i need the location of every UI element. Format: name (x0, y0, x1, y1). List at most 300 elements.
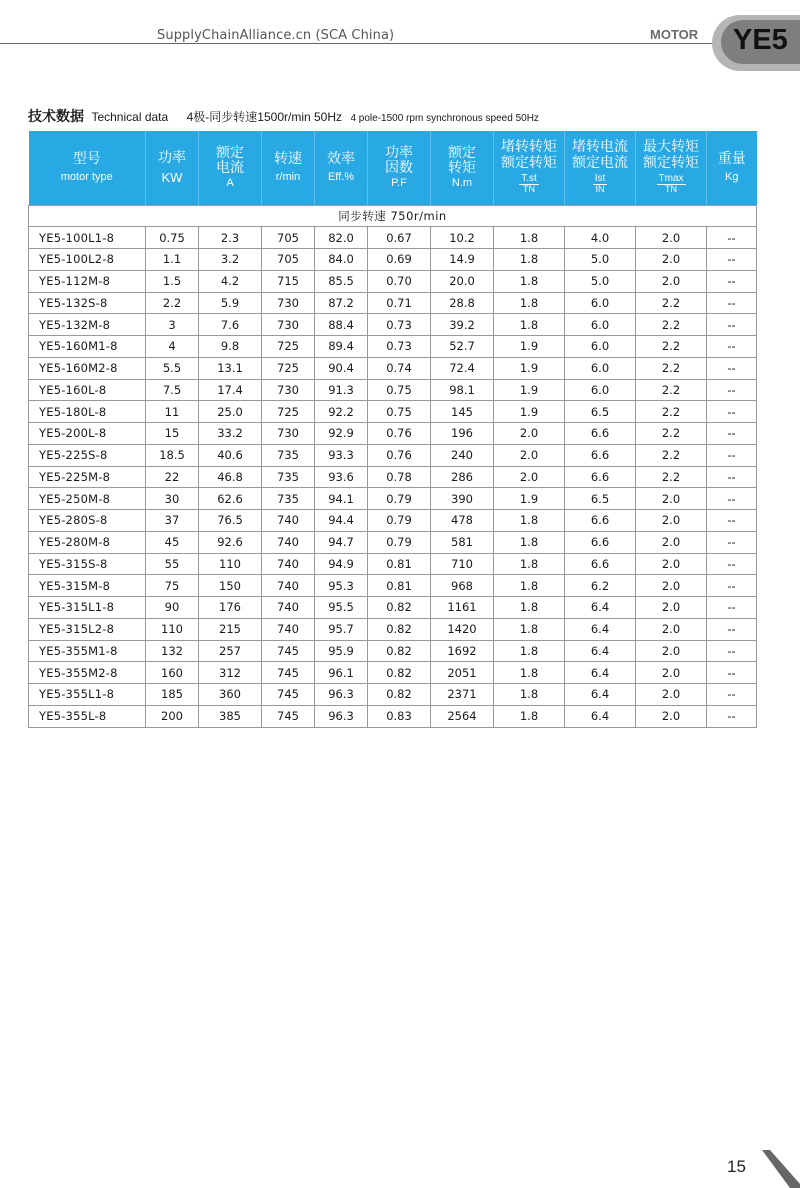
cell-power-factor: 0.71 (368, 292, 431, 314)
cell-speed: 740 (262, 531, 315, 553)
cell-locked-current: 6.5 (565, 488, 636, 510)
header-rated-current-cn: 额定电流 (216, 145, 244, 176)
header-efficiency-cn: 效率 (327, 151, 355, 168)
cell-power-factor: 0.82 (368, 618, 431, 640)
cell-torque: 52.7 (431, 336, 494, 358)
cell-model: YE5-355M2-8 (29, 662, 146, 684)
table-row (29, 640, 757, 662)
header-weight-cn: 重量 (717, 151, 746, 168)
cell-model: YE5-315M-8 (29, 575, 146, 597)
cell-locked-current: 6.4 (565, 640, 636, 662)
header-efficiency (315, 131, 368, 205)
cell-current: 5.9 (199, 292, 262, 314)
header-locked-current-fraction (593, 173, 608, 195)
cell-max-torque: 2.2 (636, 423, 707, 445)
cell-power: 1.1 (146, 249, 199, 271)
cell-torque: 240 (431, 444, 494, 466)
cell-efficiency: 85.5 (315, 270, 368, 292)
cell-efficiency: 96.3 (315, 705, 368, 727)
sync-speed-row (29, 205, 757, 227)
cell-torque: 28.8 (431, 292, 494, 314)
cell-current: 40.6 (199, 444, 262, 466)
cell-current: 46.8 (199, 466, 262, 488)
cell-power: 45 (146, 531, 199, 553)
cell-speed: 725 (262, 357, 315, 379)
header-speed-unit: r/min (275, 170, 301, 183)
header-max-torque-denominator: TN (665, 183, 677, 194)
cell-power: 22 (146, 466, 199, 488)
table-row (29, 553, 757, 575)
header-power-cn: 功率 (158, 150, 186, 167)
header-power-unit: KW (161, 169, 183, 185)
cell-torque: 1420 (431, 618, 494, 640)
cell-torque: 39.2 (431, 314, 494, 336)
cell-model: YE5-315L1-8 (29, 597, 146, 619)
cell-power: 200 (146, 705, 199, 727)
cell-efficiency: 84.0 (315, 249, 368, 271)
header-rated-torque-cn: 额定转矩 (448, 145, 476, 176)
cell-torque: 478 (431, 510, 494, 532)
cell-power: 18.5 (146, 444, 199, 466)
cell-torque: 390 (431, 488, 494, 510)
cell-model: YE5-280M-8 (29, 531, 146, 553)
cell-weight: -- (707, 597, 757, 619)
cell-max-torque: 2.0 (636, 553, 707, 575)
header-divider (0, 43, 720, 44)
header-power-factor (368, 131, 431, 205)
cell-model: YE5-100L1-8 (29, 227, 146, 249)
table-row (29, 379, 757, 401)
cell-max-torque: 2.2 (636, 444, 707, 466)
cell-efficiency: 90.4 (315, 357, 368, 379)
section-title-en: Technical data (91, 110, 169, 124)
header-power (146, 131, 199, 205)
cell-max-torque: 2.2 (636, 336, 707, 358)
cell-weight: -- (707, 466, 757, 488)
cell-model: YE5-250M-8 (29, 488, 146, 510)
series-tab-label: YE5 (733, 24, 788, 56)
cell-speed: 725 (262, 401, 315, 423)
header-locked-torque-denominator: TN (523, 183, 535, 194)
cell-efficiency: 88.4 (315, 314, 368, 336)
cell-locked-current: 6.6 (565, 553, 636, 575)
header-max-torque-ratio-cn: 最大转矩额定转矩 (643, 138, 699, 171)
cell-current: 9.8 (199, 336, 262, 358)
cell-weight: -- (707, 640, 757, 662)
header-rated-current (199, 131, 262, 205)
cell-max-torque: 2.0 (636, 684, 707, 706)
cell-power: 55 (146, 553, 199, 575)
cell-locked-current: 6.4 (565, 597, 636, 619)
cell-speed: 735 (262, 488, 315, 510)
cell-model: YE5-112M-8 (29, 270, 146, 292)
header-locked-torque-ratio-cn: 堵转转矩额定转矩 (501, 138, 557, 171)
cell-locked-current: 6.6 (565, 466, 636, 488)
cell-power: 4 (146, 336, 199, 358)
cell-locked-current: 6.0 (565, 314, 636, 336)
cell-current: 257 (199, 640, 262, 662)
cell-current: 176 (199, 597, 262, 619)
cell-locked-current: 6.4 (565, 684, 636, 706)
cell-efficiency: 93.3 (315, 444, 368, 466)
table-row (29, 488, 757, 510)
cell-power-factor: 0.76 (368, 423, 431, 445)
cell-weight: -- (707, 314, 757, 336)
cell-power-factor: 0.83 (368, 705, 431, 727)
cell-locked-torque: 1.9 (494, 401, 565, 423)
page-number: 15 (727, 1157, 746, 1176)
table-row (29, 292, 757, 314)
cell-current: 3.2 (199, 249, 262, 271)
header-efficiency-unit: Eff.% (327, 170, 355, 183)
cell-locked-torque: 1.8 (494, 510, 565, 532)
cell-efficiency: 94.7 (315, 531, 368, 553)
cell-speed: 735 (262, 444, 315, 466)
cell-power-factor: 0.76 (368, 444, 431, 466)
cell-weight: -- (707, 488, 757, 510)
cell-max-torque: 2.2 (636, 292, 707, 314)
cell-weight: -- (707, 336, 757, 358)
cell-speed: 740 (262, 597, 315, 619)
cell-model: YE5-200L-8 (29, 423, 146, 445)
table-header-row (29, 131, 757, 205)
header-weight-unit: Kg (725, 170, 739, 183)
cell-locked-torque: 1.8 (494, 531, 565, 553)
cell-torque: 1161 (431, 597, 494, 619)
cell-locked-torque: 1.9 (494, 379, 565, 401)
cell-weight: -- (707, 510, 757, 532)
header-power-factor-unit: P.F (391, 176, 407, 189)
cell-efficiency: 91.3 (315, 379, 368, 401)
cell-locked-torque: 1.8 (494, 270, 565, 292)
table-row (29, 336, 757, 358)
cell-model: YE5-315S-8 (29, 553, 146, 575)
table-row (29, 270, 757, 292)
cell-efficiency: 95.5 (315, 597, 368, 619)
cell-locked-current: 6.0 (565, 357, 636, 379)
cell-current: 215 (199, 618, 262, 640)
cell-speed: 745 (262, 684, 315, 706)
cell-speed: 740 (262, 510, 315, 532)
cell-locked-current: 5.0 (565, 249, 636, 271)
cell-torque: 581 (431, 531, 494, 553)
cell-model: YE5-160M2-8 (29, 357, 146, 379)
cell-power-factor: 0.78 (368, 466, 431, 488)
cell-locked-torque: 1.9 (494, 488, 565, 510)
cell-weight: -- (707, 292, 757, 314)
cell-speed: 730 (262, 423, 315, 445)
cell-weight: -- (707, 379, 757, 401)
cell-power: 132 (146, 640, 199, 662)
cell-max-torque: 2.0 (636, 597, 707, 619)
cell-max-torque: 2.0 (636, 227, 707, 249)
cell-max-torque: 2.2 (636, 357, 707, 379)
table-row (29, 249, 757, 271)
cell-current: 312 (199, 662, 262, 684)
cell-power: 185 (146, 684, 199, 706)
cell-efficiency: 94.9 (315, 553, 368, 575)
cell-efficiency: 96.3 (315, 684, 368, 706)
header-rated-torque (431, 131, 494, 205)
cell-model: YE5-180L-8 (29, 401, 146, 423)
cell-weight: -- (707, 270, 757, 292)
cell-weight: -- (707, 662, 757, 684)
cell-efficiency: 95.7 (315, 618, 368, 640)
table-row (29, 618, 757, 640)
cell-current: 76.5 (199, 510, 262, 532)
header-locked-current-numerator: Ist (594, 172, 606, 184)
table-row (29, 401, 757, 423)
cell-model: YE5-315L2-8 (29, 618, 146, 640)
cell-weight: -- (707, 227, 757, 249)
cell-model: YE5-132M-8 (29, 314, 146, 336)
header-max-torque-ratio (636, 131, 707, 205)
cell-speed: 730 (262, 292, 315, 314)
table-row (29, 705, 757, 727)
cell-locked-current: 6.6 (565, 444, 636, 466)
cell-power: 15 (146, 423, 199, 445)
table-row (29, 466, 757, 488)
cell-model: YE5-355L1-8 (29, 684, 146, 706)
table-row (29, 444, 757, 466)
cell-locked-current: 6.0 (565, 379, 636, 401)
cell-locked-current: 5.0 (565, 270, 636, 292)
cell-power: 1.5 (146, 270, 199, 292)
cell-torque: 10.2 (431, 227, 494, 249)
cell-torque: 2371 (431, 684, 494, 706)
cell-weight: -- (707, 684, 757, 706)
table-row (29, 575, 757, 597)
section-spec-en: 4 pole-1500 rpm synchronous speed 50Hz (350, 113, 539, 124)
table-row (29, 684, 757, 706)
cell-power-factor: 0.82 (368, 684, 431, 706)
cell-speed: 740 (262, 618, 315, 640)
cell-efficiency: 92.2 (315, 401, 368, 423)
cell-efficiency: 89.4 (315, 336, 368, 358)
cell-power-factor: 0.73 (368, 336, 431, 358)
cell-locked-torque: 1.8 (494, 227, 565, 249)
table-row (29, 662, 757, 684)
cell-torque: 20.0 (431, 270, 494, 292)
cell-speed: 725 (262, 336, 315, 358)
cell-current: 17.4 (199, 379, 262, 401)
cell-model: YE5-355M1-8 (29, 640, 146, 662)
cell-torque: 98.1 (431, 379, 494, 401)
cell-efficiency: 82.0 (315, 227, 368, 249)
cell-locked-current: 6.0 (565, 292, 636, 314)
cell-locked-current: 6.6 (565, 510, 636, 532)
cell-power: 37 (146, 510, 199, 532)
cell-torque: 2051 (431, 662, 494, 684)
cell-efficiency: 96.1 (315, 662, 368, 684)
cell-locked-torque: 1.9 (494, 357, 565, 379)
cell-torque: 72.4 (431, 357, 494, 379)
table-row (29, 357, 757, 379)
header-motor-type-en: motor type (60, 170, 113, 183)
header-motor-type-cn: 型号 (72, 151, 101, 168)
cell-locked-current: 6.6 (565, 423, 636, 445)
header-motor-type (29, 131, 146, 205)
cell-torque: 968 (431, 575, 494, 597)
category-label: MOTOR (650, 27, 699, 42)
cell-speed: 705 (262, 227, 315, 249)
cell-locked-current: 6.6 (565, 531, 636, 553)
cell-locked-torque: 2.0 (494, 466, 565, 488)
cell-power-factor: 0.79 (368, 488, 431, 510)
cell-power: 30 (146, 488, 199, 510)
cell-power-factor: 0.67 (368, 227, 431, 249)
cell-max-torque: 2.0 (636, 488, 707, 510)
cell-power: 11 (146, 401, 199, 423)
table-row (29, 227, 757, 249)
header-locked-torque-fraction (519, 173, 539, 195)
cell-locked-torque: 1.8 (494, 684, 565, 706)
cell-model: YE5-355L-8 (29, 705, 146, 727)
cell-efficiency: 94.4 (315, 510, 368, 532)
header-max-torque-numerator: Tmax (658, 172, 684, 184)
cell-speed: 745 (262, 705, 315, 727)
cell-model: YE5-160L-8 (29, 379, 146, 401)
cell-power: 2.2 (146, 292, 199, 314)
cell-speed: 715 (262, 270, 315, 292)
header-locked-torque-ratio (494, 131, 565, 205)
cell-weight: -- (707, 401, 757, 423)
cell-torque: 196 (431, 423, 494, 445)
cell-locked-torque: 1.8 (494, 640, 565, 662)
cell-locked-torque: 1.9 (494, 336, 565, 358)
cell-max-torque: 2.2 (636, 401, 707, 423)
table-row (29, 531, 757, 553)
cell-speed: 735 (262, 466, 315, 488)
cell-efficiency: 95.9 (315, 640, 368, 662)
cell-power: 110 (146, 618, 199, 640)
cell-weight: -- (707, 357, 757, 379)
cell-speed: 740 (262, 575, 315, 597)
table-row (29, 423, 757, 445)
cell-power: 3 (146, 314, 199, 336)
cell-speed: 740 (262, 553, 315, 575)
cell-efficiency: 94.1 (315, 488, 368, 510)
cell-model: YE5-225S-8 (29, 444, 146, 466)
cell-locked-torque: 1.8 (494, 553, 565, 575)
cell-model: YE5-280S-8 (29, 510, 146, 532)
cell-max-torque: 2.0 (636, 640, 707, 662)
cell-max-torque: 2.0 (636, 510, 707, 532)
cell-max-torque: 2.0 (636, 270, 707, 292)
cell-efficiency: 93.6 (315, 466, 368, 488)
cell-torque: 14.9 (431, 249, 494, 271)
table-row (29, 314, 757, 336)
section-title-cn: 技术数据 (28, 109, 84, 125)
cell-power: 5.5 (146, 357, 199, 379)
cell-locked-torque: 1.8 (494, 662, 565, 684)
cell-locked-current: 6.0 (565, 336, 636, 358)
header-power-factor-cn: 功率因数 (385, 145, 413, 176)
cell-locked-torque: 1.8 (494, 249, 565, 271)
cell-power-factor: 0.79 (368, 531, 431, 553)
cell-speed: 730 (262, 379, 315, 401)
technical-data-table (28, 131, 757, 728)
cell-speed: 745 (262, 640, 315, 662)
table-row (29, 597, 757, 619)
cell-power-factor: 0.79 (368, 510, 431, 532)
cell-model: YE5-160M1-8 (29, 336, 146, 358)
header-speed-cn: 转速 (274, 151, 302, 168)
cell-locked-current: 4.0 (565, 227, 636, 249)
cell-locked-torque: 1.8 (494, 597, 565, 619)
page-corner-mark (760, 1148, 800, 1188)
cell-speed: 705 (262, 249, 315, 271)
cell-weight: -- (707, 249, 757, 271)
cell-max-torque: 2.0 (636, 575, 707, 597)
cell-max-torque: 2.2 (636, 314, 707, 336)
cell-model: YE5-225M-8 (29, 466, 146, 488)
cell-power-factor: 0.82 (368, 662, 431, 684)
cell-weight: -- (707, 531, 757, 553)
cell-torque: 286 (431, 466, 494, 488)
cell-current: 25.0 (199, 401, 262, 423)
cell-speed: 730 (262, 314, 315, 336)
cell-speed: 745 (262, 662, 315, 684)
cell-max-torque: 2.0 (636, 662, 707, 684)
cell-max-torque: 2.0 (636, 249, 707, 271)
header-weight (707, 131, 757, 205)
header-locked-current-ratio (565, 131, 636, 205)
cell-current: 7.6 (199, 314, 262, 336)
cell-max-torque: 2.2 (636, 466, 707, 488)
cell-model: YE5-132S-8 (29, 292, 146, 314)
cell-torque: 710 (431, 553, 494, 575)
cell-torque: 2564 (431, 705, 494, 727)
cell-power-factor: 0.75 (368, 379, 431, 401)
header-locked-current-ratio-cn: 堵转电流额定电流 (572, 138, 628, 171)
header-locked-torque-numerator: T.st (521, 172, 537, 184)
cell-power-factor: 0.82 (368, 640, 431, 662)
cell-weight: -- (707, 553, 757, 575)
cell-power: 160 (146, 662, 199, 684)
cell-power-factor: 0.73 (368, 314, 431, 336)
cell-locked-current: 6.4 (565, 662, 636, 684)
header-locked-current-denominator: IN (595, 183, 605, 194)
cell-power-factor: 0.74 (368, 357, 431, 379)
cell-efficiency: 87.2 (315, 292, 368, 314)
cell-locked-current: 6.5 (565, 401, 636, 423)
cell-max-torque: 2.0 (636, 618, 707, 640)
cell-max-torque: 2.0 (636, 705, 707, 727)
site-name: SupplyChainAlliance.cn (SCA China) (157, 28, 395, 43)
cell-locked-torque: 1.8 (494, 314, 565, 336)
cell-efficiency: 92.9 (315, 423, 368, 445)
cell-locked-torque: 1.8 (494, 575, 565, 597)
cell-power-factor: 0.81 (368, 553, 431, 575)
cell-max-torque: 2.0 (636, 531, 707, 553)
cell-current: 2.3 (199, 227, 262, 249)
cell-current: 360 (199, 684, 262, 706)
cell-current: 110 (199, 553, 262, 575)
cell-power-factor: 0.69 (368, 249, 431, 271)
cell-power: 7.5 (146, 379, 199, 401)
header-rated-current-unit: A (226, 176, 234, 189)
cell-weight: -- (707, 705, 757, 727)
cell-weight: -- (707, 423, 757, 445)
section-spec-cn: 4极-同步转速1500r/min 50Hz (186, 110, 343, 124)
cell-torque: 1692 (431, 640, 494, 662)
cell-locked-torque: 2.0 (494, 423, 565, 445)
cell-torque: 145 (431, 401, 494, 423)
cell-max-torque: 2.2 (636, 379, 707, 401)
cell-locked-current: 6.4 (565, 618, 636, 640)
cell-locked-torque: 1.8 (494, 618, 565, 640)
